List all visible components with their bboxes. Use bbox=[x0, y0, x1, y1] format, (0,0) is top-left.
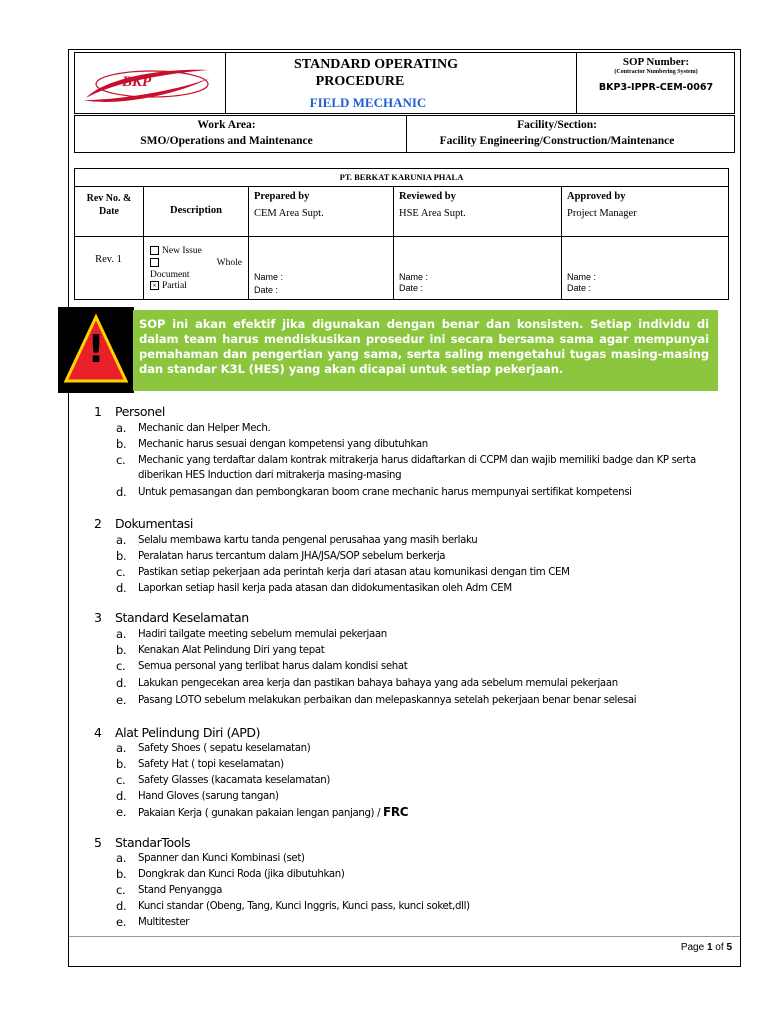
list-item bbox=[116, 851, 726, 866]
list-item-text-emphasis: FRC bbox=[383, 805, 409, 819]
list-item-text bbox=[138, 851, 726, 866]
sop-number: BKP3-IPPR-CEM-0067 bbox=[598, 82, 714, 93]
sop-number-label: SOP Number: bbox=[622, 56, 690, 68]
work-area-label: Work Area: bbox=[197, 119, 256, 131]
list-item-letter: c. bbox=[116, 659, 126, 673]
list-item-text-main: Laporkan setiap hasil kerja pada atasan dan didokumentasikan oleh Adm CEM bbox=[138, 583, 512, 594]
list-item bbox=[116, 533, 726, 548]
approved-date: Date : bbox=[567, 283, 592, 293]
list-item-text bbox=[138, 627, 726, 642]
section-title bbox=[94, 516, 193, 531]
list-item-text-main: Safety Hat ( topi keselamatan) bbox=[138, 759, 284, 770]
list-item-text-main: Mechanic yang terdaftar dalam kontrak mitrakerja harus didaftarkan di CCPM dan wajib memiliki badge dan KP serta diberikan HES Induction dari mitrakerja masing-masing bbox=[138, 455, 696, 481]
rev-value: Rev. 1 bbox=[95, 254, 122, 265]
list-item-text-main: Kenakan Alat Pelindung Diri yang tepat bbox=[138, 645, 325, 656]
page-word: Page bbox=[680, 942, 707, 953]
reviewed-role: HSE Area Supt. bbox=[399, 208, 466, 219]
list-item-text bbox=[138, 453, 726, 483]
list-item-letter: b. bbox=[116, 643, 127, 657]
list-item-letter: c. bbox=[116, 453, 126, 467]
reviewed-label: Reviewed by bbox=[399, 191, 456, 202]
list-item-text bbox=[138, 581, 726, 596]
section-title-text: Dokumentasi bbox=[115, 516, 193, 531]
list-item-letter: e. bbox=[116, 693, 127, 707]
section-title bbox=[94, 835, 190, 850]
list-item bbox=[116, 437, 726, 452]
warning-exclamation: ! bbox=[87, 327, 105, 371]
list-item-text-main: Selalu membawa kartu tanda pengenal perusahaa yang masih berlaku bbox=[138, 535, 478, 546]
subtitle: FIELD MECHANIC bbox=[309, 95, 427, 110]
list-item bbox=[116, 485, 726, 500]
checkbox-whole-document[interactable] bbox=[150, 258, 159, 267]
list-item-text bbox=[138, 549, 726, 564]
list-item-text-main: Semua personal yang terlibat harus dalam kondisi sehat bbox=[138, 661, 408, 672]
list-item-text bbox=[138, 757, 726, 772]
list-item bbox=[116, 805, 726, 821]
prepared-label: Prepared by bbox=[254, 191, 310, 202]
list-item bbox=[116, 421, 726, 436]
list-item-letter: e. bbox=[116, 805, 127, 819]
list-item-letter: b. bbox=[116, 437, 127, 451]
list-item-text bbox=[138, 643, 726, 658]
section-title-text: StandarTools bbox=[115, 835, 191, 850]
list-item-text-main: Safety Shoes ( sepatu keselamatan) bbox=[138, 743, 311, 754]
list-item-text bbox=[138, 485, 726, 500]
list-item-text-main: Kunci standar (Obeng, Tang, Kunci Inggris, Kunci pass, kunci soket,dll) bbox=[138, 901, 470, 912]
prepared-role: CEM Area Supt. bbox=[254, 208, 324, 219]
list-item-text bbox=[138, 915, 726, 930]
option-new-issue-label: New Issue bbox=[162, 246, 202, 256]
list-item-text bbox=[138, 659, 726, 674]
list-item-letter: d. bbox=[116, 485, 127, 499]
list-item-letter: d. bbox=[116, 789, 127, 803]
list-item-text-main: Lakukan pengecekan area kerja dan pastikan bahaya bahaya yang ada sebelum memulai pekerjaan bbox=[138, 678, 618, 689]
list-item-letter: e. bbox=[116, 915, 127, 929]
list-item-text-main: Pastikan setiap pekerjaan ada perintah kerja dari atasan atau komunikasi dengan tim CEM bbox=[138, 567, 570, 578]
warning-icon-box bbox=[58, 307, 134, 393]
section-number: 3 bbox=[94, 610, 102, 625]
logo-text: BKP bbox=[122, 74, 152, 90]
list-item-letter: b. bbox=[116, 867, 127, 881]
list-item bbox=[116, 883, 726, 898]
list-item-text-main: Spanner dan Kunci Kombinasi (set) bbox=[138, 853, 305, 864]
list-item-text-main: Hadiri tailgate meeting sebelum memulai pekerjaan bbox=[138, 629, 387, 640]
page-footer bbox=[640, 942, 732, 953]
page-total: 5 bbox=[726, 942, 732, 953]
list-item-text-main: Pakaian Kerja ( gunakan pakaian lengan panjang) / bbox=[138, 808, 384, 819]
list-item-text-main: Multitester bbox=[138, 917, 190, 928]
section-title-text: Personel bbox=[115, 404, 165, 419]
title-line1: STANDARD OPERATING bbox=[294, 57, 458, 72]
list-item bbox=[116, 676, 726, 691]
list-item-text-main: Safety Glasses (kacamata keselamatan) bbox=[138, 775, 330, 786]
list-item-text bbox=[138, 773, 726, 788]
section-title bbox=[94, 404, 165, 419]
list-item bbox=[116, 915, 726, 930]
list-item-letter: a. bbox=[116, 741, 127, 755]
list-item-text bbox=[138, 421, 726, 436]
section-title-text: Standard Keselamatan bbox=[115, 610, 249, 625]
list-item-letter: d. bbox=[116, 899, 127, 913]
list-item-letter: c. bbox=[116, 773, 126, 787]
list-item-text bbox=[138, 533, 726, 548]
approved-role: Project Manager bbox=[567, 208, 637, 219]
title-line2: PROCEDURE bbox=[315, 74, 405, 89]
option-whole-document[interactable] bbox=[150, 258, 242, 268]
list-item-letter: a. bbox=[116, 533, 127, 547]
list-item bbox=[116, 693, 726, 708]
list-item-letter: c. bbox=[116, 883, 126, 897]
list-item-letter: d. bbox=[116, 676, 127, 690]
prepared-date: Date : bbox=[254, 285, 279, 295]
option-new-issue[interactable] bbox=[150, 246, 202, 256]
list-item-text bbox=[138, 676, 726, 691]
list-item-text bbox=[138, 883, 726, 898]
prepared-name: Name : bbox=[254, 272, 284, 282]
list-item-text-main: Peralatan harus tercantum dalam JHA/JSA/SOP sebelum berkerja bbox=[138, 551, 446, 562]
section-number: 4 bbox=[94, 725, 102, 740]
list-item-letter: c. bbox=[116, 565, 126, 579]
list-item-text bbox=[138, 437, 726, 452]
list-item-text bbox=[138, 805, 726, 821]
list-item bbox=[116, 565, 726, 580]
list-item bbox=[116, 741, 726, 756]
list-item-text-main: Pasang LOTO sebelum melakukan perbaikan dan melepaskannya setelah pekerjaan benar benar selesai bbox=[138, 695, 637, 706]
list-item-letter: a. bbox=[116, 851, 127, 865]
col-description: Description bbox=[170, 205, 222, 216]
sop-number-note: (Contractor Numbering System) bbox=[614, 69, 698, 75]
list-item-text-main: Untuk pemasangan dan pembongkaran boom crane mechanic harus mempunyai sertifikat kompetensi bbox=[138, 487, 632, 498]
approved-name: Name : bbox=[567, 272, 597, 282]
of-word: of bbox=[712, 942, 727, 953]
facility-label: Facility/Section: bbox=[517, 119, 597, 131]
list-item bbox=[116, 899, 726, 914]
company-name: PT. BERKAT KARUNIA PHALA bbox=[339, 172, 464, 182]
section-title bbox=[94, 610, 249, 625]
list-item-text-main: Hand Gloves (sarung tangan) bbox=[138, 791, 279, 802]
list-item-letter: d. bbox=[116, 581, 127, 595]
checkbox-new-issue[interactable] bbox=[150, 246, 159, 255]
list-item-letter: a. bbox=[116, 627, 127, 641]
page-number: 1 bbox=[706, 942, 713, 953]
list-item-text bbox=[138, 789, 726, 804]
list-item-text-main: Stand Penyangga bbox=[138, 885, 223, 896]
list-item-letter: b. bbox=[116, 549, 127, 563]
col-rev-date: Rev No. & Date bbox=[86, 193, 132, 217]
section-number: 5 bbox=[94, 835, 102, 850]
list-item bbox=[116, 757, 726, 772]
warning-text: SOP ini akan efektif jika digunakan dengan benar dan konsisten. Setiap individu di dalam team harus mendiskusikan prosedur ini secara bersama sama agar mempunyai pemahaman dan pengertian yang sama, serta saling mengetahui tugas masing-masing dan standar K3L (HES) yang akan dicapai untuk setiap pekerjaan. bbox=[139, 317, 709, 376]
list-item bbox=[116, 773, 726, 788]
list-item-letter: b. bbox=[116, 757, 127, 771]
option-partial[interactable] bbox=[150, 281, 187, 291]
approved-label: Approved by bbox=[567, 191, 626, 202]
option-whole-label-b: Document bbox=[150, 270, 190, 280]
list-item bbox=[116, 627, 726, 642]
list-item-text-main: Mechanic dan Helper Mech. bbox=[138, 423, 271, 434]
facility-value: Facility Engineering/Construction/Maintenance bbox=[439, 135, 675, 147]
list-item bbox=[116, 789, 726, 804]
list-item-text bbox=[138, 867, 726, 882]
section-title-text: Alat Pelindung Diri (APD) bbox=[115, 725, 261, 740]
list-item bbox=[116, 659, 726, 674]
option-partial-label: Partial bbox=[162, 281, 187, 291]
list-item-text bbox=[138, 693, 726, 708]
list-item bbox=[116, 549, 726, 564]
company-logo bbox=[80, 60, 220, 108]
section-number: 1 bbox=[94, 404, 102, 419]
reviewed-date: Date : bbox=[399, 283, 424, 293]
work-area-value: SMO/Operations and Maintenance bbox=[140, 135, 313, 147]
list-item bbox=[116, 581, 726, 596]
list-item-text-main: Mechanic harus sesuai dengan kompetensi yang dibutuhkan bbox=[138, 439, 428, 450]
list-item-text bbox=[138, 741, 726, 756]
checkbox-partial[interactable]: × bbox=[150, 281, 159, 290]
option-whole-label-a: Whole bbox=[216, 258, 242, 268]
reviewed-name: Name : bbox=[399, 272, 429, 282]
list-item-text bbox=[138, 899, 726, 914]
list-item bbox=[116, 867, 726, 882]
section-title bbox=[94, 725, 260, 740]
section-number: 2 bbox=[94, 516, 102, 531]
list-item bbox=[116, 453, 726, 483]
list-item-letter: a. bbox=[116, 421, 127, 435]
warning-banner bbox=[133, 310, 718, 391]
list-item bbox=[116, 643, 726, 658]
list-item-text bbox=[138, 565, 726, 580]
list-item-text-main: Dongkrak dan Kunci Roda (jika dibutuhkan) bbox=[138, 869, 345, 880]
